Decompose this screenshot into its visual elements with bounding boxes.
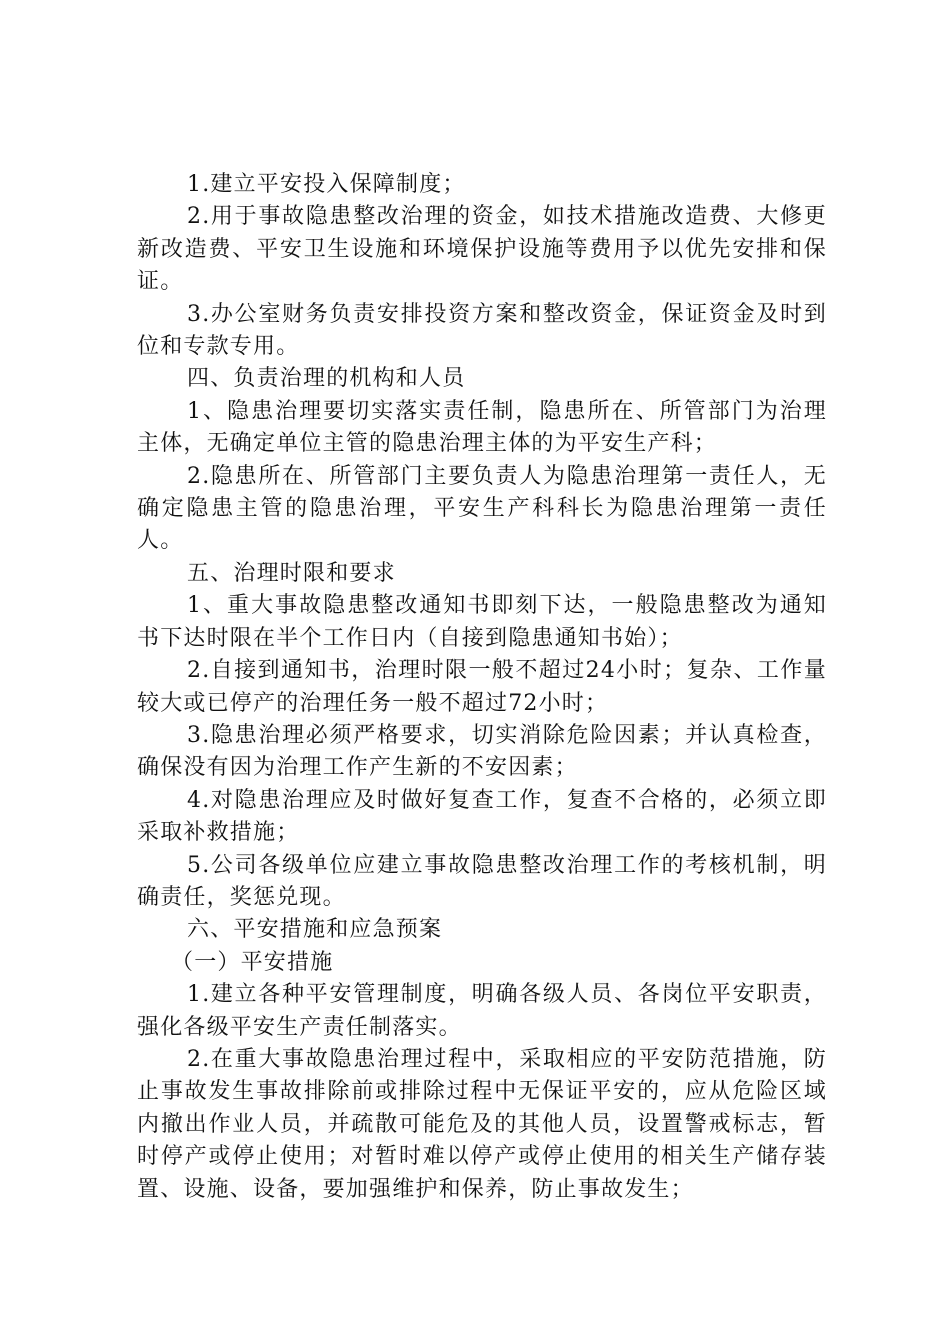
section-heading-5: 五、治理时限和要求 [187, 560, 396, 586]
paragraph-2: 2.用于事故隐患整改治理的资金，如技术措施改造费、大修更新改造费、平安卫生设施和环境保护设施等费用予以优先安排和保证。 [137, 204, 827, 295]
paragraph-6: 2.隐患所在、所管部门主要负责人为隐患治理第一责任人，无确定隐患主管的隐患治理，平安生产科科长为隐患治理第一责任人。 [137, 463, 827, 554]
document-body [137, 169, 827, 1206]
paragraph-10: 3.隐患治理必须严格要求，切实消除危险因素；并认真检查，确保没有因为治理工作产生新的不安因素； [137, 722, 827, 781]
paragraph-5: 1、隐患治理要切实落实责任制，隐患所在、所管部门为治理主体，无确定单位主管的隐患治理主体的为平安生产科； [137, 398, 827, 457]
paragraph-11: 4.对隐患治理应及时做好复查工作，复查不合格的，必须立即采取补救措施； [137, 787, 827, 846]
section-heading-6: 六、平安措施和应急预案 [187, 917, 443, 943]
paragraph-16: 2.在重大事故隐患治理过程中，采取相应的平安防范措施，防止事故发生事故排除前或排除过程中无保证平安的，应从危险区域内撤出作业人员，并疏散可能危及的其他人员，设置警戒标志，暂时停产或停止使用；对暂时难以停产或停止使用的相关生产储存装置、设施、设备，要加强维护和保养，防止事故发生； [137, 1046, 827, 1202]
paragraph-12: 5.公司各级单位应建立事故隐患整改治理工作的考核机制，明确责任，奖惩兑现。 [137, 852, 827, 910]
subsection-heading-safety-measures: （一）平安措施 [171, 949, 334, 975]
paragraph-1: 1.建立平安投入保障制度； [187, 172, 466, 197]
paragraph-3: 3.办公室财务负责安排投资方案和整改资金，保证资金及时到位和专款专用。 [137, 301, 827, 360]
section-heading-4: 四、负责治理的机构和人员 [187, 366, 466, 392]
paragraph-8: 1、重大事故隐患整改通知书即刻下达，一般隐患整改为通知书下达时限在半个工作日内（自接到隐患通知书始）； [137, 593, 827, 651]
paragraph-15: 1.建立各种平安管理制度，明确各级人员、各岗位平安职责，强化各级平安生产责任制落实。 [137, 982, 827, 1040]
paragraph-9: 2.自接到通知书，治理时限一般不超过24小时；复杂、工作量较大或已停产的治理任务一般不超过72小时； [137, 658, 827, 716]
